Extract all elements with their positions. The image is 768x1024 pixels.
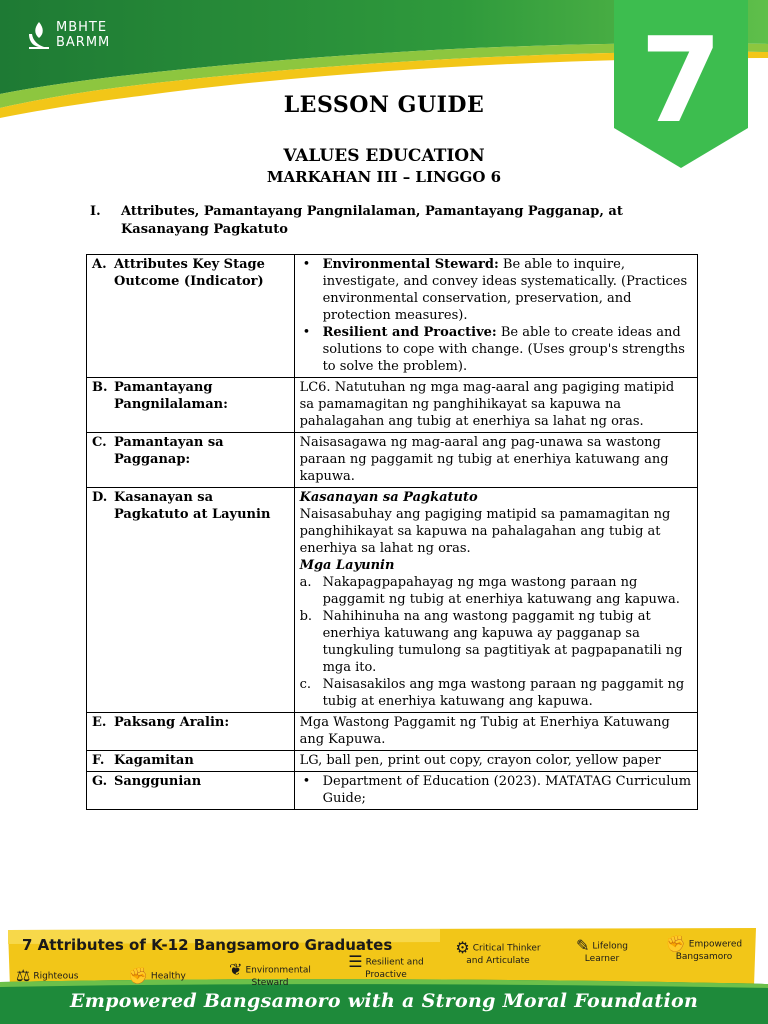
attribute-name: Environmental Steward: — [322, 257, 499, 272]
list-item — [300, 608, 692, 676]
grade-number: 7 — [639, 11, 723, 149]
section-heading-text: Attributes, Pamantayang Pangnilalaman, Pamantayang Pagganap, at Kasanayang Pagkatuto — [121, 204, 623, 237]
mbhte-logo-icon — [26, 20, 52, 50]
subject-title: VALUES EDUCATION — [283, 146, 485, 166]
row-label-cell — [87, 713, 295, 751]
row-label-cell — [87, 255, 295, 378]
table-row — [87, 751, 698, 772]
attribute-label: Empowered Bangsamoro — [675, 939, 743, 962]
row-label-cell — [87, 772, 295, 810]
table-row — [87, 713, 698, 751]
row-letter: D. — [92, 490, 108, 505]
row-value-cell — [294, 772, 697, 810]
lesson-table — [86, 254, 698, 810]
list-item — [300, 324, 692, 375]
objectives-list — [300, 574, 692, 710]
head-gear-icon: ⚙ — [455, 938, 470, 957]
row-letter: F. — [92, 753, 105, 768]
row-label: Kasanayan sa Pagkatuto at Layunin — [114, 490, 271, 522]
list-item-text: Nahihinuha na ang wastong paggamit ng tubig at enerhiya katuwang ang kapuwa ay pagganap sa tungkuling tumulong sa pagtitiyak at pagpapanatili ng mga ito. — [322, 609, 683, 675]
row-label-cell — [87, 433, 295, 488]
table-row — [87, 255, 698, 378]
attribute-empowered-bangsamoro — [654, 936, 754, 962]
attribute-label: Lifelong Learner — [584, 941, 629, 964]
table-row — [87, 378, 698, 433]
footer-tagline: Empowered Bangsamoro with a Strong Moral Foundation — [69, 990, 699, 1012]
logo-line-2: BARMM — [56, 35, 111, 50]
section-heading — [90, 203, 690, 239]
row-value-cell — [294, 488, 697, 713]
attribute-description: Be able to create ideas and solutions to cope with change. (Uses group's strengths to solve the problem). — [322, 325, 685, 374]
attribute-healthy — [128, 968, 186, 984]
row-label: Pamantayang Pangnilalaman: — [114, 380, 228, 412]
attribute-critical-thinker — [448, 940, 548, 966]
row-letter: B. — [92, 380, 108, 395]
plant-hands-icon: ❦ — [229, 960, 243, 979]
list-marker: b. — [299, 609, 313, 624]
logo-text — [56, 20, 110, 50]
row-letter: C. — [92, 435, 107, 450]
row-letter: G. — [92, 774, 108, 789]
reader-icon: ✎ — [575, 936, 590, 955]
list-marker: a. — [299, 575, 312, 590]
references-list — [300, 773, 692, 807]
row-value: Naisasagawa ng mag-aaral ang pag-unawa sa wastong paraan ng paggamit ng tubig at enerhiya katuwang ang kapuwa. — [294, 433, 697, 488]
attribute-label: Resilient and Proactive — [365, 957, 424, 980]
attribute-name: Resilient and Proactive: — [322, 325, 497, 340]
list-item-text: Nakapagpapahayag ng mga wastong paraan ng paggamit ng tubig at enerhiya katuwang ang kapuwa. — [322, 575, 680, 607]
row-label-cell — [87, 751, 295, 772]
list-item-text: Naisasakilos ang mga wastong paraan ng paggamit ng tubig at enerhiya katuwang ang kapuwa. — [322, 677, 685, 709]
attributes-list — [300, 256, 692, 375]
learning-competency-text: Naisasabuhay ang pagiging matipid sa pamamagitan ng panghihikayat sa kapuwa na pahalagahan ang tubig at enerhiya sa lahat ng oras. — [299, 507, 671, 556]
strong-person-icon: ✊ — [128, 966, 148, 985]
list-marker: c. — [299, 677, 311, 692]
row-letter: E. — [92, 715, 107, 730]
list-item — [300, 574, 692, 608]
attribute-resilient-proactive — [340, 954, 432, 980]
list-item — [300, 256, 692, 324]
row-label: Pamantayan sa Pagganap: — [114, 435, 224, 467]
row-value: LC6. Natutuhan ng mga mag-aaral ang pagiging matipid sa pamamagitan ng panghihikayat sa kapuwa na pahalagahan ang tubig at enerhiya sa lahat ng oras. — [294, 378, 697, 433]
row-letter: A. — [92, 257, 107, 272]
row-label: Kagamitan — [114, 753, 194, 768]
row-value: LG, ball pen, print out copy, crayon color, yellow paper — [294, 751, 697, 772]
attribute-label: Critical Thinker and Articulate — [466, 943, 541, 966]
row-label: Paksang Aralin: — [114, 715, 230, 730]
page-title: LESSON GUIDE — [283, 92, 485, 118]
stairs-icon: ☰ — [348, 952, 363, 971]
subheading: Kasanayan sa Pagkatuto — [299, 490, 478, 505]
table-row — [87, 488, 698, 713]
mbhte-logo — [26, 20, 110, 50]
fist-icon: ✊ — [665, 934, 686, 953]
attribute-righteous — [16, 968, 78, 984]
table-row — [87, 772, 698, 810]
subheading: Mga Layunin — [299, 558, 395, 573]
row-label-cell — [87, 488, 295, 713]
quarter-week-title: MARKAHAN III – LINGGO 6 — [266, 168, 502, 186]
row-label: Sanggunian — [114, 774, 202, 789]
attribute-environmental-steward — [222, 962, 318, 988]
attribute-lifelong-learner — [566, 938, 638, 964]
attribute-label: Healthy — [150, 971, 186, 982]
list-item — [300, 676, 692, 710]
row-value-cell — [294, 255, 697, 378]
attribute-description: Be able to inquire, investigate, and convey ideas systematically. (Practices environmental conservation, preservation, and protection measures). — [322, 257, 688, 323]
scales-icon: ⚖ — [16, 966, 31, 985]
row-label-cell — [87, 378, 295, 433]
logo-line-1: MBHTE — [56, 20, 108, 35]
table-row — [87, 433, 698, 488]
row-label: Attributes Key Stage Outcome (Indicator) — [114, 257, 265, 289]
list-item: • Department of Education (2023). MATATAG Curriculum Guide; — [300, 773, 692, 807]
row-value: Mga Wastong Paggamit ng Tubig at Enerhiya Katuwang ang Kapuwa. — [294, 713, 697, 751]
footer-title: 7 Attributes of K-12 Bangsamoro Graduates — [22, 936, 393, 954]
section-number: I. — [90, 204, 101, 219]
attribute-label: Environmental Steward — [245, 965, 311, 988]
attribute-label: Righteous — [33, 971, 79, 982]
